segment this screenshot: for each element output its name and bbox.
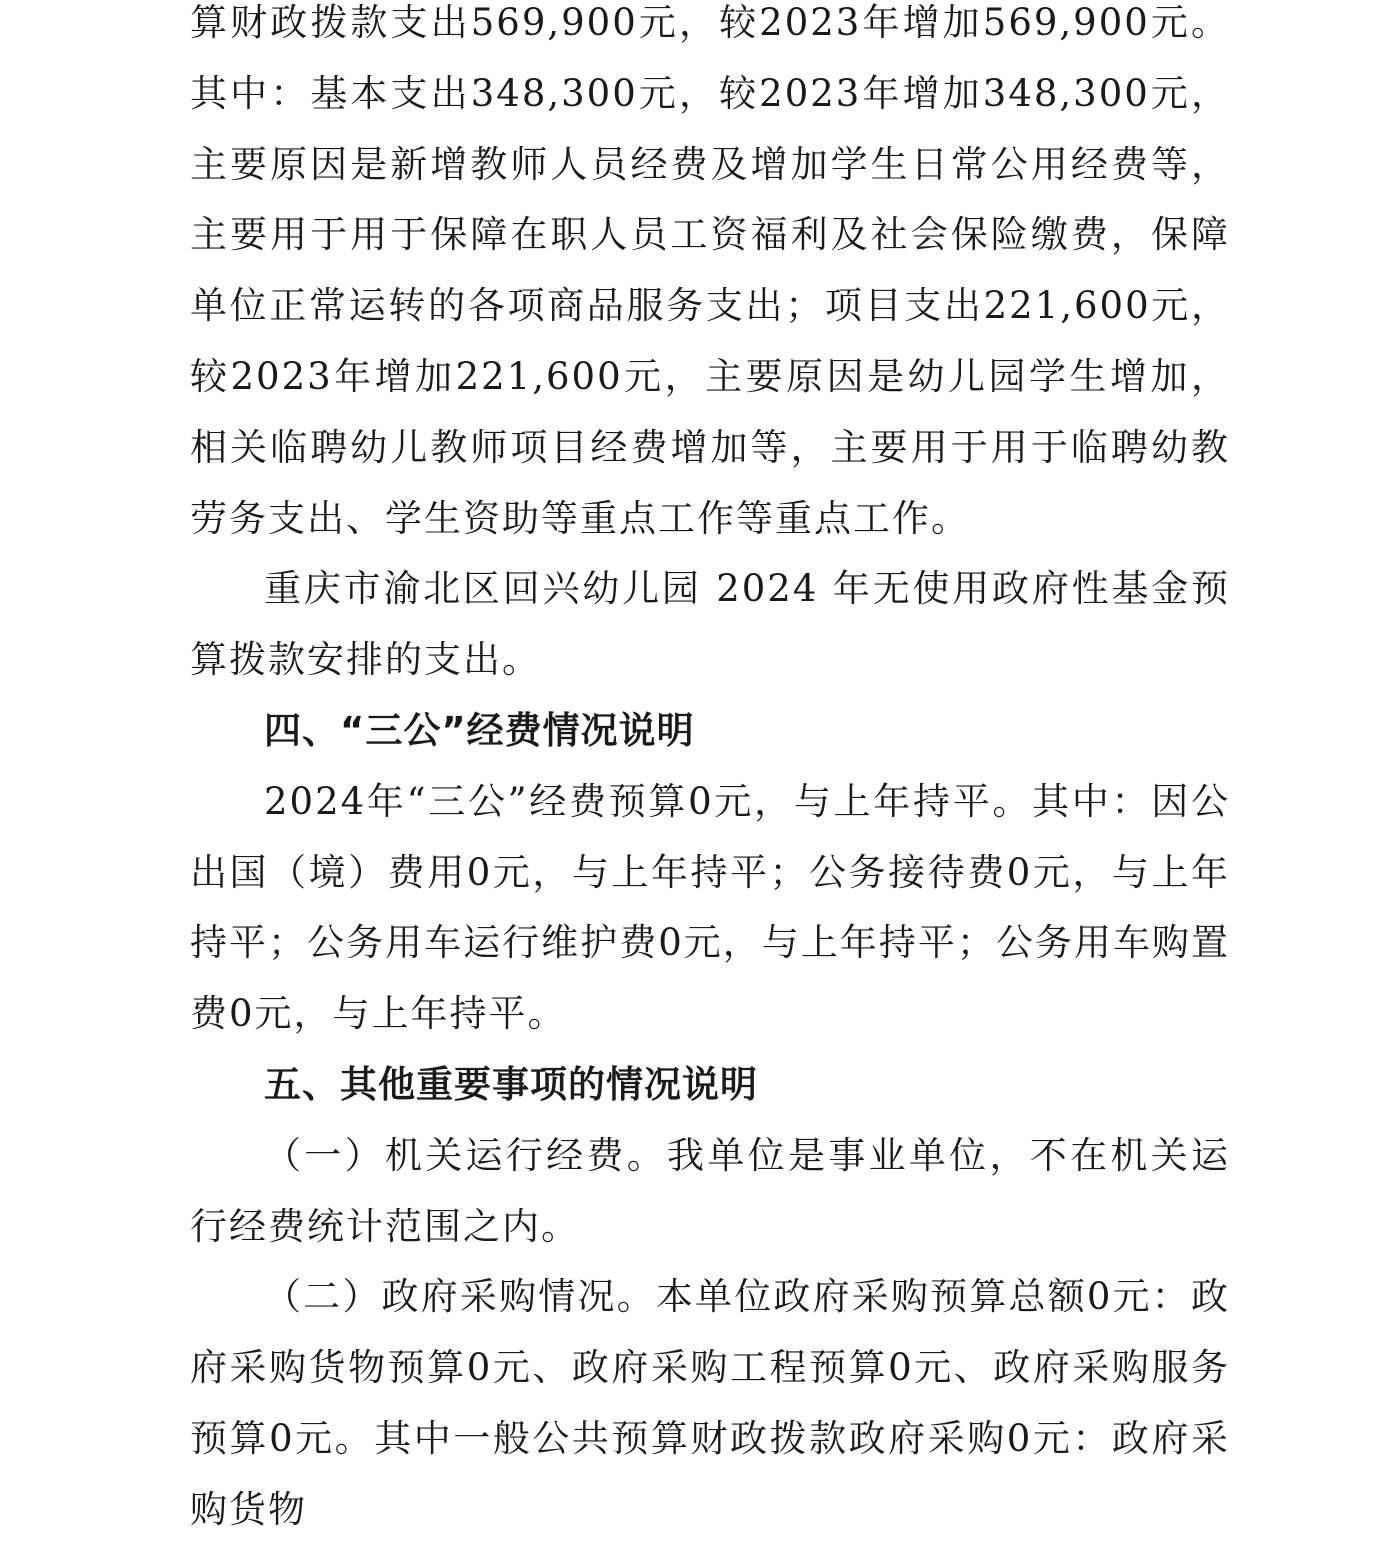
paragraph-budget-expenditure: 算财政拨款支出569,900元，较2023年增加569,900元。其中：基本支出348,300元，较2023年增加348,300元，主要原因是新增教师人员经费及增加学生日常公用经费等，主要用于用于保障在职人员工资福利及社会保险缴费，保障单位正常运转的各项商品服务支出；项目支出221,600元，较2023年增加221,600元，主要原因是幼儿园学生增加，相关临聘幼儿教师项目经费增加等，主要用于用于临聘幼教劳务支出、学生资助等重点工作等重点工作。 (190, 1, 1230, 540)
heading-three-public-expenses: 四、“三公”经费情况说明 (264, 708, 695, 752)
heading-other-matters: 五、其他重要事项的情况说明 (264, 1062, 758, 1106)
paragraph-government-procurement: （二）政府采购情况。本单位政府采购预算总额0元：政府采购货物预算0元、政府采购工程预算0元、政府采购服务预算0元。其中一般公共预算财政拨款政府采购0元：政府采购货物 (190, 1275, 1230, 1531)
paragraph-operating-expenses: （一）机关运行经费。我单位是事业单位，不在机关运行经费统计范围之内。 (190, 1133, 1230, 1248)
document-page (190, 0, 1230, 1546)
paragraph-three-public-expenses: 2024年“三公”经费预算0元，与上年持平。其中：因公出国（境）费用0元，与上年持平；公务接待费0元，与上年持平；公务用车运行维护费0元，与上年持平；公务用车购置费0元，与上年持平。 (190, 779, 1230, 1036)
paragraph-government-fund: 重庆市渝北区回兴幼儿园 2024 年无使用政府性基金预算拨款安排的支出。 (190, 567, 1230, 682)
